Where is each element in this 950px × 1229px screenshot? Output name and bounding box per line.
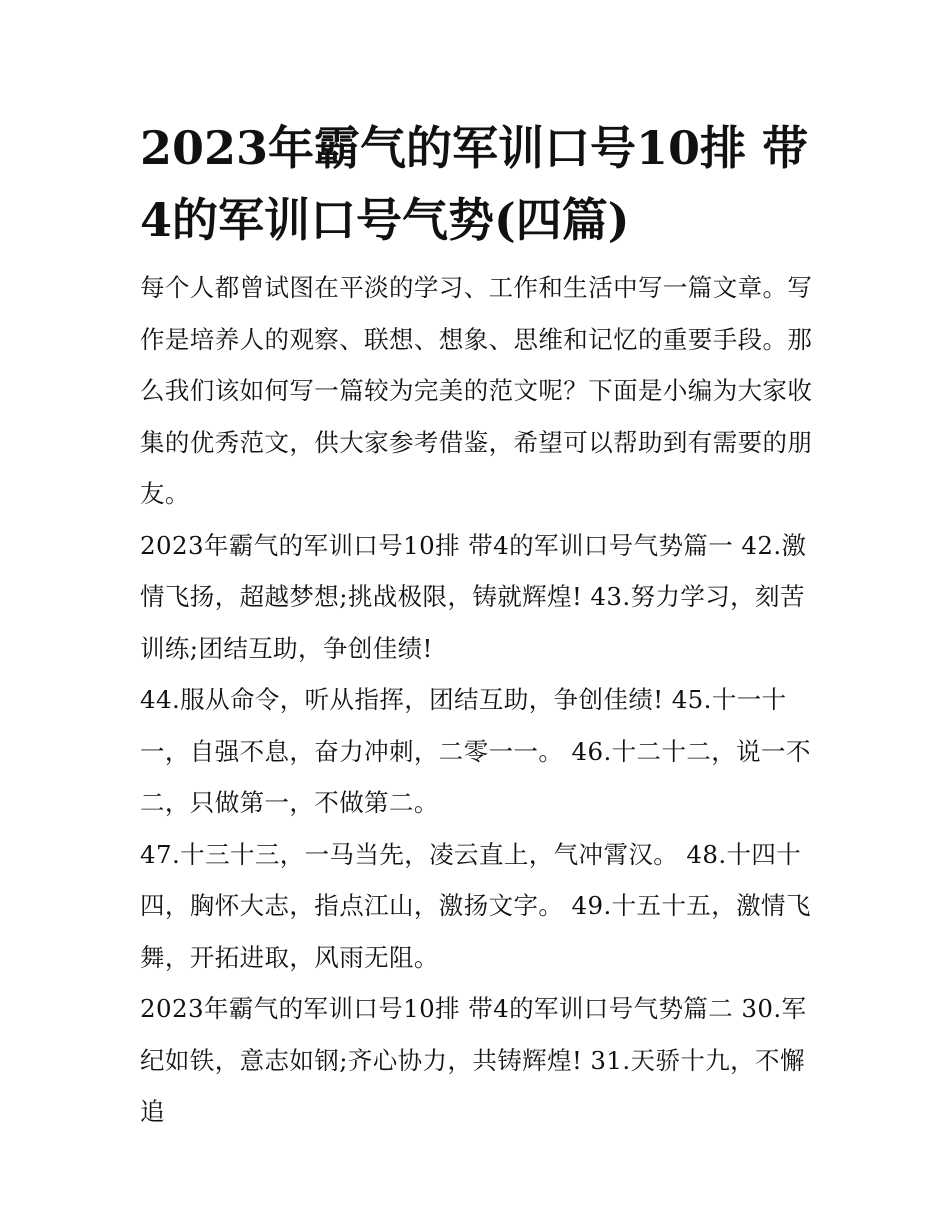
- body-paragraph: 2023年霸气的军训口号10排 带4的军训口号气势篇一 42.激情飞扬，超越梦想;挑战极限，铸就辉煌! 43.努力学习，刻苦训练;团结互助，争创佳绩!: [140, 530, 807, 663]
- document-page: [140, 112, 815, 1138]
- document-title: 2023年霸气的军训口号10排 带4的军训口号气势(四篇): [140, 121, 809, 247]
- intro-paragraph: 每个人都曾试图在平淡的学习、工作和生活中写一篇文章。写作是培养人的观察、联想、想象、思维和记忆的重要手段。那么我们该如何写一篇较为完美的范文呢？下面是小编为大家收集的优秀范文，供大家参考借鉴，希望可以帮助到有需要的朋友。: [140, 273, 813, 508]
- body-paragraph: 44.服从命令，听从指挥，团结互助，争创佳绩! 45.十一十一，自强不息，奋力冲刺，二零一一。 46.十二十二，说一不二，只做第一，不做第二。: [140, 685, 811, 817]
- body-paragraph: 47.十三十三，一马当先，凌云直上，气冲霄汉。 48.十四十四，胸怀大志，指点江山，激扬文字。 49.十五十五，激情飞舞，开拓进取，风雨无阻。: [140, 839, 811, 972]
- body-paragraph: 2023年霸气的军训口号10排 带4的军训口号气势篇二 30.军纪如铁，意志如钢;齐心协力，共铸辉煌! 31.天骄十九，不懈追: [140, 994, 807, 1126]
